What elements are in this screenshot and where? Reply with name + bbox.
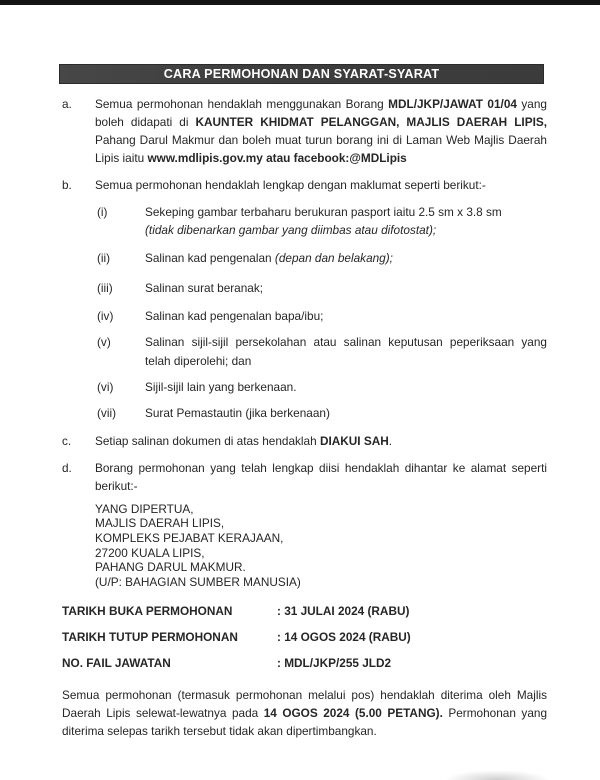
item-d-text: Borang permohonan yang telah lengkap diisi hendaklah dihantar ke alamat seperti berikut:- [95, 460, 547, 493]
close-date-value: : 14 OGOS 2024 (RABU) [277, 629, 411, 644]
item-c-marker: c. [62, 433, 72, 448]
item-a-marker: a. [62, 97, 72, 111]
item-b-marker: b. [62, 178, 72, 193]
item-b-text: Semua permohonan hendaklah lengkap dengan maklumat seperti berikut:- [95, 178, 486, 193]
sub-item-v-number: (v) [97, 335, 111, 350]
sub-item-vii-text: Surat Pemastautin (jika berkenaan) [145, 405, 330, 420]
sub-item-i-text [145, 203, 547, 239]
sub-item-ii-plain: Salinan kad pengenalan [145, 251, 275, 266]
item-a-form-code: MDL/JKP/JAWAT 01/04 [388, 97, 517, 111]
scan-shadow-artifact [422, 766, 572, 780]
item-d-marker: d. [62, 460, 72, 475]
item-c-certified-true: DIAKUI SAH [319, 433, 389, 448]
closing-deadline: 14 OGOS 2024 (5.00 PETANG). [263, 705, 443, 720]
item-c-seg2: . [388, 433, 393, 448]
item-a-seg2: yang boleh didapati di [95, 97, 547, 130]
sub-item-iii-number: (iii) [97, 281, 113, 296]
item-b [62, 176, 547, 194]
sub-item-ii-number: (ii) [97, 251, 111, 266]
address-line-state: PAHANG DARUL MAKMUR. [95, 560, 246, 575]
sub-item-iv-text: Salinan kad pengenalan bapa/ibu; [145, 309, 324, 324]
item-c [62, 432, 547, 450]
sub-item-vi [97, 378, 547, 396]
document-page [0, 64, 600, 740]
item-a-counter-name: KAUNTER KHIDMAT PELANGGAN, MAJLIS DAERAH LIPIS, [195, 115, 547, 130]
scan-edge-strip [0, 0, 600, 5]
address-line-postcode: 27200 KUALA LIPIS, [95, 545, 205, 560]
sub-item-v-text: Salinan sijil-sijil persekolahan atau salinan keputusan peperiksaan yang telah diperolehi; dan [145, 335, 547, 368]
item-c-seg1: Setiap salinan dokumen di atas hendaklah [95, 433, 320, 448]
sub-item-i-italic-note: (tidak dibenarkan gambar yang diimbas atau difotostat); [145, 223, 437, 238]
address-line-complex: KOMPLEKS PEJABAT KERAJAAN, [95, 531, 284, 546]
address-line-attention: (U/P: BAHAGIAN SUMBER MANUSIA) [95, 574, 301, 589]
item-a-text [95, 95, 547, 167]
closing-seg1: Semua permohonan (termasuk permohonan melalui pos) hendaklah diterima oleh Majlis Daerah Lipis selewat-lewatnya pada [62, 687, 547, 720]
open-date-label: TARIKH BUKA PERMOHONAN [62, 603, 233, 618]
close-date-label: TARIKH TUTUP PERMOHONAN [62, 629, 238, 644]
sub-item-iv [97, 307, 547, 325]
closing-paragraph [62, 686, 547, 740]
item-a-website: www.mdlipis.gov.my atau facebook:@MDLipis [147, 151, 407, 166]
document-title-bar [59, 64, 544, 84]
sub-item-i-number: (i) [97, 205, 108, 220]
address-line-recipient: YANG DIPERTUA, [95, 501, 194, 516]
open-date-value: : 31 JULAI 2024 (RABU) [277, 603, 410, 618]
item-a-seg3: Pahang Darul Makmur dan boleh muat turun borang ini di Laman Web Majlis Daerah Lipis iaitu [95, 133, 547, 166]
document-title: CARA PERMOHONAN DAN SYARAT-SYARAT [163, 67, 440, 81]
address-line-council: MAJLIS DAERAH LIPIS, [95, 516, 225, 531]
sub-item-iv-number: (iv) [97, 309, 114, 324]
sub-item-vi-number: (vi) [97, 379, 114, 394]
closing-seg2: Permohonan yang diterima selepas tarikh tersebut tidak akan dipertimbangkan. [62, 705, 547, 738]
info-row-close-date [62, 628, 547, 646]
sub-item-i-plain: Sekeping gambar terbaharu berukuran pasport iaitu 2.5 sm x 3.8 sm [145, 205, 502, 220]
sub-item-iii-text: Salinan surat beranak; [145, 281, 264, 296]
sub-item-ii-text [145, 249, 547, 267]
info-row-file-number [62, 654, 547, 672]
file-number-label: NO. FAIL JAWATAN [62, 655, 171, 670]
item-c-text [95, 432, 547, 450]
sub-item-vi-text: Sijil-sijil lain yang berkenaan. [145, 379, 297, 394]
info-row-open-date [62, 602, 547, 620]
mailing-address-block [95, 502, 547, 590]
sub-item-iii [97, 279, 547, 297]
sub-item-v [97, 333, 547, 369]
sub-item-vii [97, 404, 547, 422]
sub-item-vii-number: (vii) [97, 405, 116, 420]
sub-item-ii-italic-note: (depan dan belakang); [274, 251, 393, 266]
sub-item-ii [97, 249, 547, 267]
file-number-value: : MDL/JKP/255 JLD2 [277, 655, 392, 670]
item-a [62, 95, 547, 167]
item-a-seg1: Semua permohonan hendaklah menggunakan Borang [95, 97, 389, 111]
item-d [62, 459, 547, 495]
sub-item-i [97, 203, 547, 239]
